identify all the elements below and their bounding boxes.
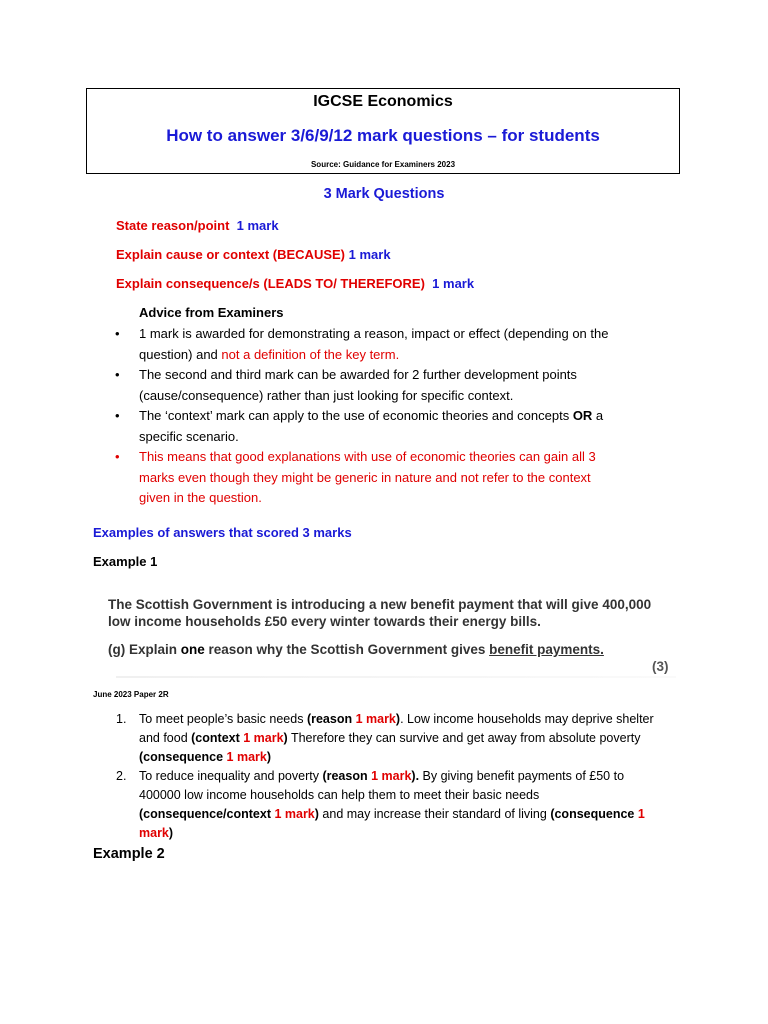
bullet-symbol: • [115,408,120,423]
answer-tag: ) [266,750,272,764]
criterion-2 [116,247,391,262]
answer-tag: ) [168,826,174,840]
answer-text: To reduce inequality and poverty [139,769,323,783]
advice-text: a definition of the key term. [239,346,400,362]
section-title: 3 Mark Questions [323,186,445,202]
example-2-label: Example 2 [93,846,165,862]
criterion-3 [116,276,474,291]
advice-text: marks even though they might be generic in nature and not refer to the context [139,469,591,485]
answer-tag: (reason [322,769,372,783]
scan-edge [116,676,676,678]
example-1-label: Example 1 [93,554,158,569]
advice-text: given in the question. [139,490,262,505]
answer-number: 2. [116,769,127,783]
criterion-3-label: Explain consequence/s (LEADS TO/ THEREFORE) [116,276,425,291]
criterion-1 [116,218,279,233]
answer-tag: ). [411,769,420,783]
criterion-1-label: State reason/point [116,218,230,233]
header-box [86,88,680,174]
answer-text: . Low income households may deprive shelter [400,712,654,726]
criterion-1-mark: 1 mark [236,218,279,233]
examples-heading: Examples of answers that scored 3 marks [93,525,352,540]
answer-tag: (context [191,731,244,745]
answer-tag: ) [283,731,288,745]
answer-text: To meet people’s basic needs [139,712,307,726]
advice-text: question) and [139,346,222,362]
answer-tag: (consequence [139,750,227,764]
advice-text: The second and third mark can be awarded for 2 further development points [139,367,577,382]
advice-text: 1 mark is awarded for demonstrating a reason, impact or effect (depending on the [139,326,609,341]
advice-bullet-4 [114,447,674,509]
advice-list [114,324,674,509]
question-scan-image [96,590,676,680]
advice-text: This means that good explanations with use of economic theories can gain all 3 [139,449,596,464]
scan-line-1: The Scottish Government is introducing a new benefit payment that will give 400,000 [108,597,652,612]
emphasis-or: OR [572,408,593,423]
advice-text: specific scenario. [139,428,239,444]
scan-question-text: reason why the Scottish Government gives [204,642,490,657]
answer-text: Therefore they can survive and get away from absolute poverty [287,731,641,745]
advice-title: Advice from Examiners [139,305,284,320]
bullet-symbol: • [115,326,120,341]
scan-question [108,642,604,657]
scan-line-2: low income households £50 every winter towards their energy bills. [108,614,541,629]
advice-text: a [592,408,604,423]
answer-list [114,710,674,843]
answer-number: 1. [116,712,127,726]
bullet-symbol: • [115,449,120,464]
answer-mark: 1 mark [243,731,284,745]
scan-question-text: (g) Explain [108,642,181,657]
answer-mark: 1 mark [371,769,412,783]
paper-source: June 2023 Paper 2R [93,690,169,699]
bullet-symbol: • [115,367,120,382]
scan-question-underlined: benefit payments. [489,642,604,657]
document-subtitle: How to answer 3/6/9/12 mark questions – for students [166,126,600,145]
answer-tag: ) [314,807,319,821]
answer-text: 400000 low income households can help them to meet their basic needs [139,788,540,802]
advice-bullet-2 [114,365,674,406]
emphasis-not: not [221,346,240,362]
criterion-2-label: Explain cause or context (BECAUSE) [116,247,345,262]
answer-1 [114,710,674,767]
answer-mark: 1 [637,807,645,821]
scan-question-one: one [180,642,205,657]
advice-text: (cause/consequence) rather than just looking for specific context. [139,387,514,403]
document-source: Source: Guidance for Examiners 2023 [310,160,456,169]
answer-tag: (reason [306,712,356,726]
criterion-2-mark: 1 mark [348,247,391,262]
answer-tag: (consequence/context [139,807,275,821]
answer-mark: 1 mark [355,712,396,726]
scan-marks: (3) [652,659,669,674]
answer-mark: mark [139,826,169,840]
document-title: IGCSE Economics [313,93,453,110]
answer-mark: 1 mark [274,807,315,821]
answer-2 [114,767,674,843]
criterion-3-mark: 1 mark [432,276,475,291]
answer-mark: 1 mark [226,750,267,764]
answer-tag: (consequence [550,807,638,821]
answer-text: and may increase their standard of living [318,807,551,821]
advice-text: The ‘context’ mark can apply to the use of economic theories and concepts [139,408,573,423]
advice-bullet-3 [114,406,674,447]
advice-bullet-1 [114,324,674,365]
answer-text: By giving benefit payments of £50 to [419,769,625,783]
answer-tag: ) [395,712,401,726]
answer-text: and food [139,731,192,745]
